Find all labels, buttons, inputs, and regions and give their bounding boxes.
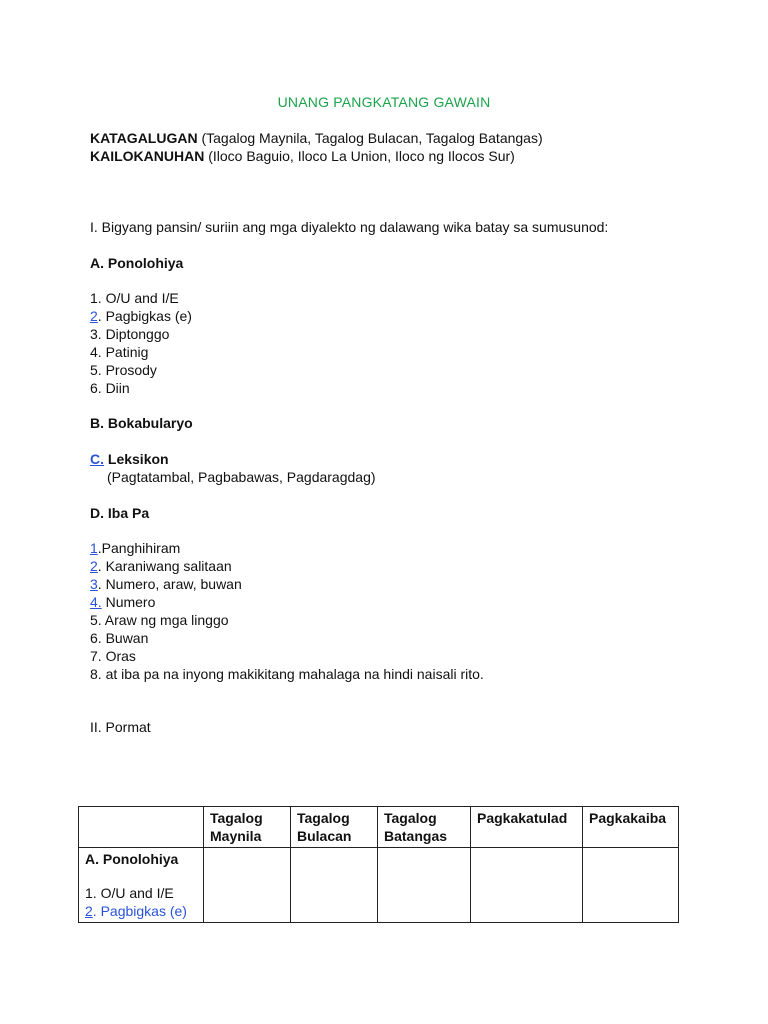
item-number: 4: [90, 344, 98, 360]
group-detail: (Tagalog Maynila, Tagalog Bulacan, Tagalog Batangas): [197, 130, 543, 146]
section-d-heading: D. Iba Pa: [90, 505, 150, 521]
iba-pa-item: [90, 647, 136, 665]
item-text: . Prosody: [97, 362, 157, 378]
header-line: Maynila: [210, 828, 262, 844]
section-c-heading: [90, 450, 169, 468]
header-line: Batangas: [384, 828, 448, 844]
item-number: 5: [90, 612, 98, 628]
item-number: 5: [90, 362, 98, 378]
item-number-link[interactable]: 2: [90, 558, 98, 574]
item-number: 6: [90, 630, 98, 646]
table-header-cell: [291, 807, 378, 848]
format-table: [78, 806, 679, 923]
table-header-cell: [471, 807, 583, 848]
table-cell[interactable]: [471, 848, 583, 923]
item-text: . Patinig: [97, 344, 149, 360]
table-cell[interactable]: [291, 848, 378, 923]
row-item: [85, 902, 197, 920]
header-line: Tagalog: [384, 810, 437, 826]
ponolohiya-item: [90, 289, 179, 307]
item-number-link[interactable]: 1: [90, 540, 98, 556]
item-number-link[interactable]: 3: [90, 576, 98, 592]
item-number: 8: [90, 666, 98, 682]
group-katagalugan: [90, 129, 543, 147]
section-c-link[interactable]: C.: [90, 451, 104, 467]
table-header-cell: [204, 807, 291, 848]
row-item-extra: (e): [169, 903, 187, 919]
iba-pa-item: [90, 593, 155, 611]
iba-pa-item: [90, 539, 180, 557]
table-header-cell: [583, 807, 679, 848]
item-text: .Panghihiram: [97, 540, 181, 556]
table-header-row: [79, 807, 679, 848]
item-number: 6: [90, 380, 98, 396]
item-text: . Pagbigkas: [97, 308, 175, 324]
ponolohiya-item: [90, 307, 192, 325]
table-corner-cell: [79, 807, 204, 848]
row-item-number-link[interactable]: 2: [85, 903, 93, 919]
item-text: . Numero, araw, buwan: [97, 576, 242, 592]
row-spacer: [85, 868, 197, 884]
header-line: Pagkakatulad: [477, 810, 568, 826]
part-two-heading: II. Pormat: [90, 719, 151, 735]
iba-pa-item: [90, 629, 148, 647]
group-detail: (Iloco Baguio, Iloco La Union, Iloco ng Ilocos Sur): [204, 148, 515, 164]
header-line: Pagkakaiba: [589, 810, 667, 826]
group-kailokanuhan: [90, 147, 515, 165]
table-cell[interactable]: [204, 848, 291, 923]
item-text: . Oras: [97, 648, 136, 664]
item-number-link[interactable]: 2: [90, 308, 98, 324]
iba-pa-item: [90, 665, 484, 683]
section-a-heading: A. Ponolohiya: [90, 255, 184, 271]
item-text: . Buwan: [97, 630, 149, 646]
item-text: . at iba pa na inyong makikitang mahalaga na hindi naisali rito.: [97, 666, 484, 682]
table-row: [79, 848, 679, 923]
header-line: Tagalog: [210, 810, 263, 826]
header-line: Bulacan: [297, 828, 352, 844]
item-text: Numero: [101, 594, 156, 610]
item-number: 1: [90, 290, 98, 306]
iba-pa-item: [90, 557, 232, 575]
iba-pa-item: [90, 575, 242, 593]
instruction-text: I. Bigyang pansin/ suriin ang mga diyalekto ng dalawang wika batay sa sumusunod:: [90, 219, 609, 235]
row-heading: A. Ponolohiya: [85, 851, 179, 867]
item-text: . Diptonggo: [97, 326, 170, 342]
item-text: . Araw ng mga linggo: [97, 612, 229, 628]
group-name: KATAGALUGAN: [90, 130, 198, 146]
ponolohiya-item: [90, 325, 169, 343]
item-extra: (e): [174, 308, 192, 324]
table-row-label-cell: [79, 848, 204, 923]
item-text: . Karaniwang salitaan: [97, 558, 232, 574]
ponolohiya-item: [90, 343, 148, 361]
item-number: 3: [90, 326, 98, 342]
item-text: . O/U and I/E: [97, 290, 179, 306]
header-line: Tagalog: [297, 810, 350, 826]
section-c-title: Leksikon: [104, 451, 169, 467]
row-item: 1. O/U and I/E: [85, 885, 174, 901]
item-text: . Diin: [97, 380, 130, 396]
group-name: KAILOKANUHAN: [90, 148, 205, 164]
table-cell[interactable]: [583, 848, 679, 923]
table-cell[interactable]: [378, 848, 471, 923]
section-c-detail: (Pagtatambal, Pagbabawas, Pagdaragdag): [107, 469, 376, 485]
ponolohiya-item: [90, 379, 130, 397]
table-header-cell: [378, 807, 471, 848]
iba-pa-item: [90, 611, 229, 629]
document-title: UNANG PANGKATANG GAWAIN: [277, 94, 491, 110]
item-number-link[interactable]: 4.: [90, 594, 102, 610]
item-number: 7: [90, 648, 98, 664]
row-item-text: . Pagbigkas: [92, 903, 170, 919]
section-b-heading: B. Bokabularyo: [90, 415, 193, 431]
ponolohiya-item: [90, 361, 157, 379]
